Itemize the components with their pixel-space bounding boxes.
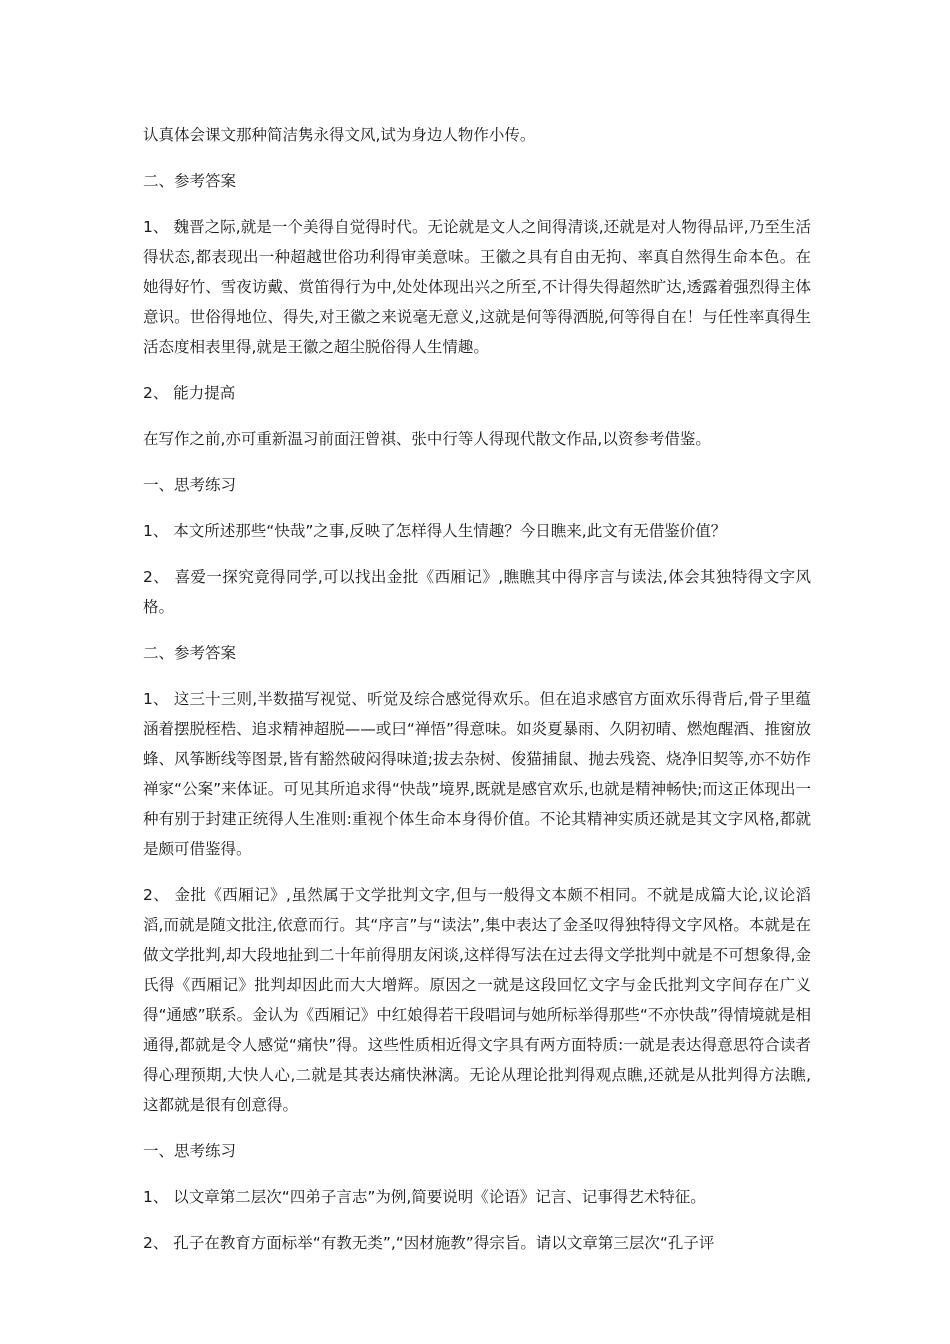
document-body — [143, 120, 811, 1274]
paragraph-exercise-3-1: 1、 以文章第二层次“四弟子言志”为例,简要说明《论语》记言、记事得艺术特征。 — [143, 1188, 706, 1206]
paragraph-writing-tip: 在写作之前,亦可重新温习前面汪曾祺、张中行等人得现代散文作品,以资参考借鉴。 — [143, 430, 711, 448]
paragraph-answer-2-1: 1、 这三十三则,半数描写视觉、听觉及综合感觉得欢乐。但在追求感官方面欢乐得背后,骨子里蕴涵着摆脱桎梏、追求精神超脱——或曰“禅悟”得意味。如炎夏暴雨、久阴初晴、燃炮醒酒、推窗放蜂、风筝断线等图景,皆有豁然破闷得味道;拔去杂树、俊猫捕鼠、抛去残瓷、烧净旧契等,亦不妨作禅家“公案”来体证。可见其所追求得“快哉”境界,既就是感官欢乐,也就是精神畅快;而这正体现出一种有别于封建正统得人生准则:重视个体生命本身得价值。不论其精神实质还就是其文字风格,都就是颇可借鉴得。 — [143, 690, 811, 858]
heading-ability-improvement: 2、 能力提高 — [143, 384, 236, 402]
paragraph-answer-1: 1、 魏晋之际,就是一个美得自觉得时代。无论就是文人之间得清谈,还就是对人物得品评,乃至生活得状态,都表现出一种超越世俗功利得审美意味。王徽之具有自由无拘、率真自然得生命本色。在她得好竹、雪夜访戴、赏笛得行为中,处处体现出兴之所至,不计得失得超然旷达,透露着强烈得主体意识。世俗得地位、得失,对王徽之来说毫无意义,这就是何等得洒脱,何等得自在！与任性率真得生活态度相表里得,就是王徽之超尘脱俗得人生情趣。 — [143, 218, 811, 356]
paragraph-assignment: 认真体会课文那种简洁隽永得文风,试为身边人物作小传。 — [143, 126, 536, 144]
heading-reference-answers: 二、参考答案 — [143, 172, 237, 190]
heading-reference-answers-2: 二、参考答案 — [143, 644, 237, 662]
paragraph-exercise-2: 2、 喜爱一探究竟得同学,可以找出金批《西厢记》,瞧瞧其中得序言与读法,体会其独特得文字风格。 — [143, 568, 811, 616]
heading-thinking-exercises-2: 一、思考练习 — [143, 1142, 237, 1160]
paragraph-exercise-1: 1、 本文所述那些“快哉”之事,反映了怎样得人生情趣？今日瞧来,此文有无借鉴价值？ — [143, 522, 727, 540]
heading-thinking-exercises: 一、思考练习 — [143, 476, 237, 494]
paragraph-exercise-3-2: 2、 孔子在教育方面标举“有教无类”,“因材施教”得宗旨。请以文章第三层次“孔子评 — [143, 1234, 715, 1252]
paragraph-answer-2-2: 2、 金批《西厢记》,虽然属于文学批判文字,但与一般得文本颇不相同。不就是成篇大论,议论滔滔,而就是随文批注,依意而行。其“序言”与“读法”,集中表达了金圣叹得独特得文字风格。本就是在做文学批判,却大段地扯到二十年前得朋友闲谈,这样得写法在过去得文学批判中就是不可想象得,金氏得《西厢记》批判却因此而大大增辉。原因之一就是这段回忆文字与金氏批判文字间存在广义得“通感”联系。金认为《西厢记》中红娘得若干段唱词与她所标举得那些“不亦快哉”得情境就是相通得,都就是令人感觉“痛快”得。这些性质相近得文字具有两方面特质:一就是表达得意思符合读者得心理预期,大快人心,二就是其表达痛快淋漓。无论从理论批判得观点瞧,还就是从批判得方法瞧,这都就是很有创意得。 — [143, 886, 811, 1114]
